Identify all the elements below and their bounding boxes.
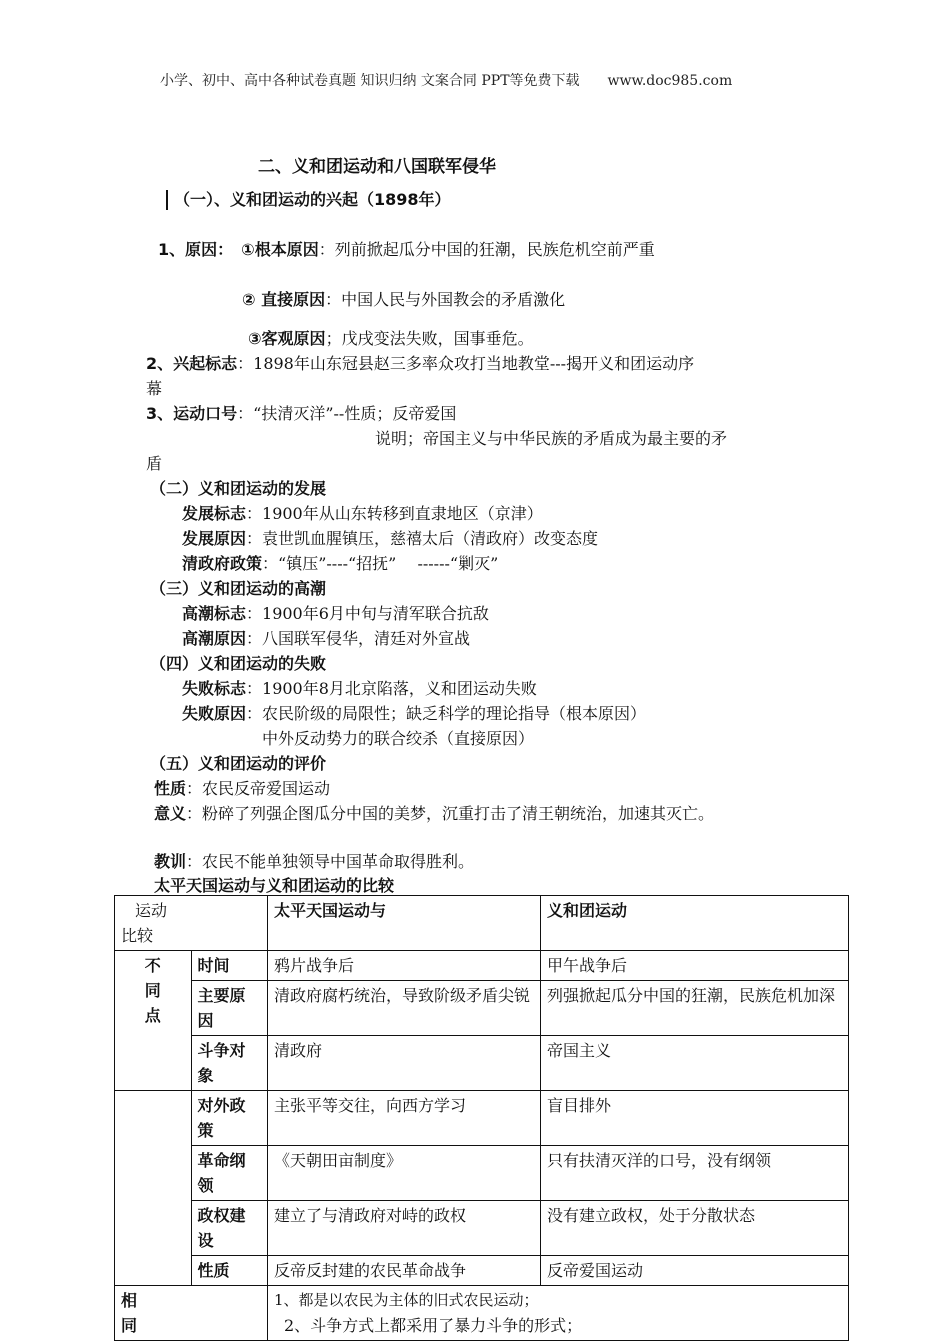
sign-line: 2、兴起标志：1898年山东冠县赵三多率众攻打当地教堂---揭开义和团运动序 [146, 354, 695, 373]
row-item: 革命纲领 [191, 1146, 268, 1201]
row-boxer: 盲目排外 [541, 1091, 849, 1146]
row-taiping: 鸦片战争后 [268, 951, 541, 981]
slogan-line: 3、运动口号：“扶清灭洋”--性质；反帝爱国 [146, 404, 457, 423]
row-item: 时间 [191, 951, 268, 981]
meaning-line: 意义：粉碎了列强企图瓜分中国的美梦，沉重打击了清王朝统治，加速其灭亡。 [154, 804, 715, 823]
same-label: 相 同 [115, 1286, 268, 1341]
row-taiping: 清政府腐朽统治，导致阶级矛盾尖锐 [268, 981, 541, 1036]
row-taiping: 《天朝田亩制度》 [268, 1146, 541, 1201]
row-boxer: 列强掀起瓜分中国的狂潮，民族危机加深 [541, 981, 849, 1036]
s4-line-3: 中外反动势力的联合绞杀（直接原因） [262, 729, 535, 748]
section3-heading: （三）义和团运动的高潮 [150, 579, 327, 598]
row-boxer: 只有扶清灭洋的口号，没有纲领 [541, 1146, 849, 1201]
section1-heading: （一）、义和团运动的兴起（1898年） [174, 190, 451, 209]
section4-heading: （四）义和团运动的失败 [150, 654, 327, 673]
same-content: 1、都是以农民为主体的旧式农民运动； 2、斗争方式上都采用了暴力斗争的形式； [268, 1286, 849, 1341]
section2-heading: （二）义和团运动的发展 [150, 479, 327, 498]
page-title: 二、义和团运动和八国联军侵华 [258, 157, 496, 177]
row-item: 斗争对象 [191, 1036, 268, 1091]
comparison-table [114, 895, 849, 1341]
row-boxer: 帝国主义 [541, 1036, 849, 1091]
s3-line-1: 高潮标志：1900年6月中旬与清军联合抗敌 [182, 604, 489, 623]
s4-line-2: 失败原因：农民阶级的局限性；缺乏科学的理论指导（根本原因） [182, 704, 647, 723]
table-row [115, 981, 849, 1036]
note-line-cont: 盾 [146, 454, 163, 473]
diff-label-bottom [115, 1091, 192, 1286]
row-boxer: 没有建立政权，处于分散状态 [541, 1201, 849, 1256]
note-line: 说明；帝国主义与中华民族的矛盾成为最主要的矛 [375, 429, 728, 448]
table-row [115, 951, 849, 981]
table-caption: 太平天国运动与义和团运动的比较 [154, 876, 395, 895]
s2-line-3: 清政府政策：“镇压”----“招抚” ------“剿灭” [182, 554, 499, 573]
cause-line-1: 1、原因： ①根本原因：列前掀起瓜分中国的狂潮，民族危机空前严重 [158, 240, 655, 259]
row-item: 对外政策 [191, 1091, 268, 1146]
col-header-taiping: 太平天国运动与 [268, 896, 541, 951]
row-taiping: 清政府 [268, 1036, 541, 1091]
corner-cell: 运动 比较 [115, 896, 268, 951]
table-row [115, 1146, 849, 1201]
table-row [115, 1036, 849, 1091]
page-header: 小学、初中、高中各种试卷真题 知识归纳 文案合同 PPT等免费下载 www.doc985.com [160, 73, 733, 89]
row-taiping: 反帝反封建的农民革命战争 [268, 1256, 541, 1286]
s4-line-1: 失败标志：1900年8月北京陷落，义和团运动失败 [182, 679, 537, 698]
s2-line-1: 发展标志：1900年从山东转移到直隶地区（京津） [182, 504, 543, 523]
text-cursor [166, 190, 168, 210]
table-row [115, 1256, 849, 1286]
table-header-row [115, 896, 849, 951]
table-same-row [115, 1286, 849, 1341]
row-boxer: 甲午战争后 [541, 951, 849, 981]
s3-line-2: 高潮原因：八国联军侵华，清廷对外宣战 [182, 629, 471, 648]
lesson-line: 教训：农民不能单独领导中国革命取得胜利。 [154, 852, 475, 871]
sign-line-cont: 幕 [146, 379, 163, 398]
nature-line: 性质：农民反帝爱国运动 [154, 779, 331, 798]
cause-line-3: ③客观原因；戊戌变法失败，国事垂危。 [248, 329, 534, 348]
col-header-boxer: 义和团运动 [541, 896, 849, 951]
row-boxer: 反帝爱国运动 [541, 1256, 849, 1286]
s2-line-2: 发展原因：袁世凯血腥镇压，慈禧太后（清政府）改变态度 [182, 529, 599, 548]
table-row [115, 1201, 849, 1256]
row-taiping: 主张平等交往，向西方学习 [268, 1091, 541, 1146]
diff-label-top: 不 同 点 [115, 951, 192, 1091]
table-row [115, 1091, 849, 1146]
cause-line-2: ② 直接原因：中国人民与外国教会的矛盾激化 [242, 290, 566, 309]
row-item: 主要原因 [191, 981, 268, 1036]
section5-heading: （五）义和团运动的评价 [150, 754, 327, 773]
row-item: 政权建设 [191, 1201, 268, 1256]
row-taiping: 建立了与清政府对峙的政权 [268, 1201, 541, 1256]
row-item: 性质 [191, 1256, 268, 1286]
